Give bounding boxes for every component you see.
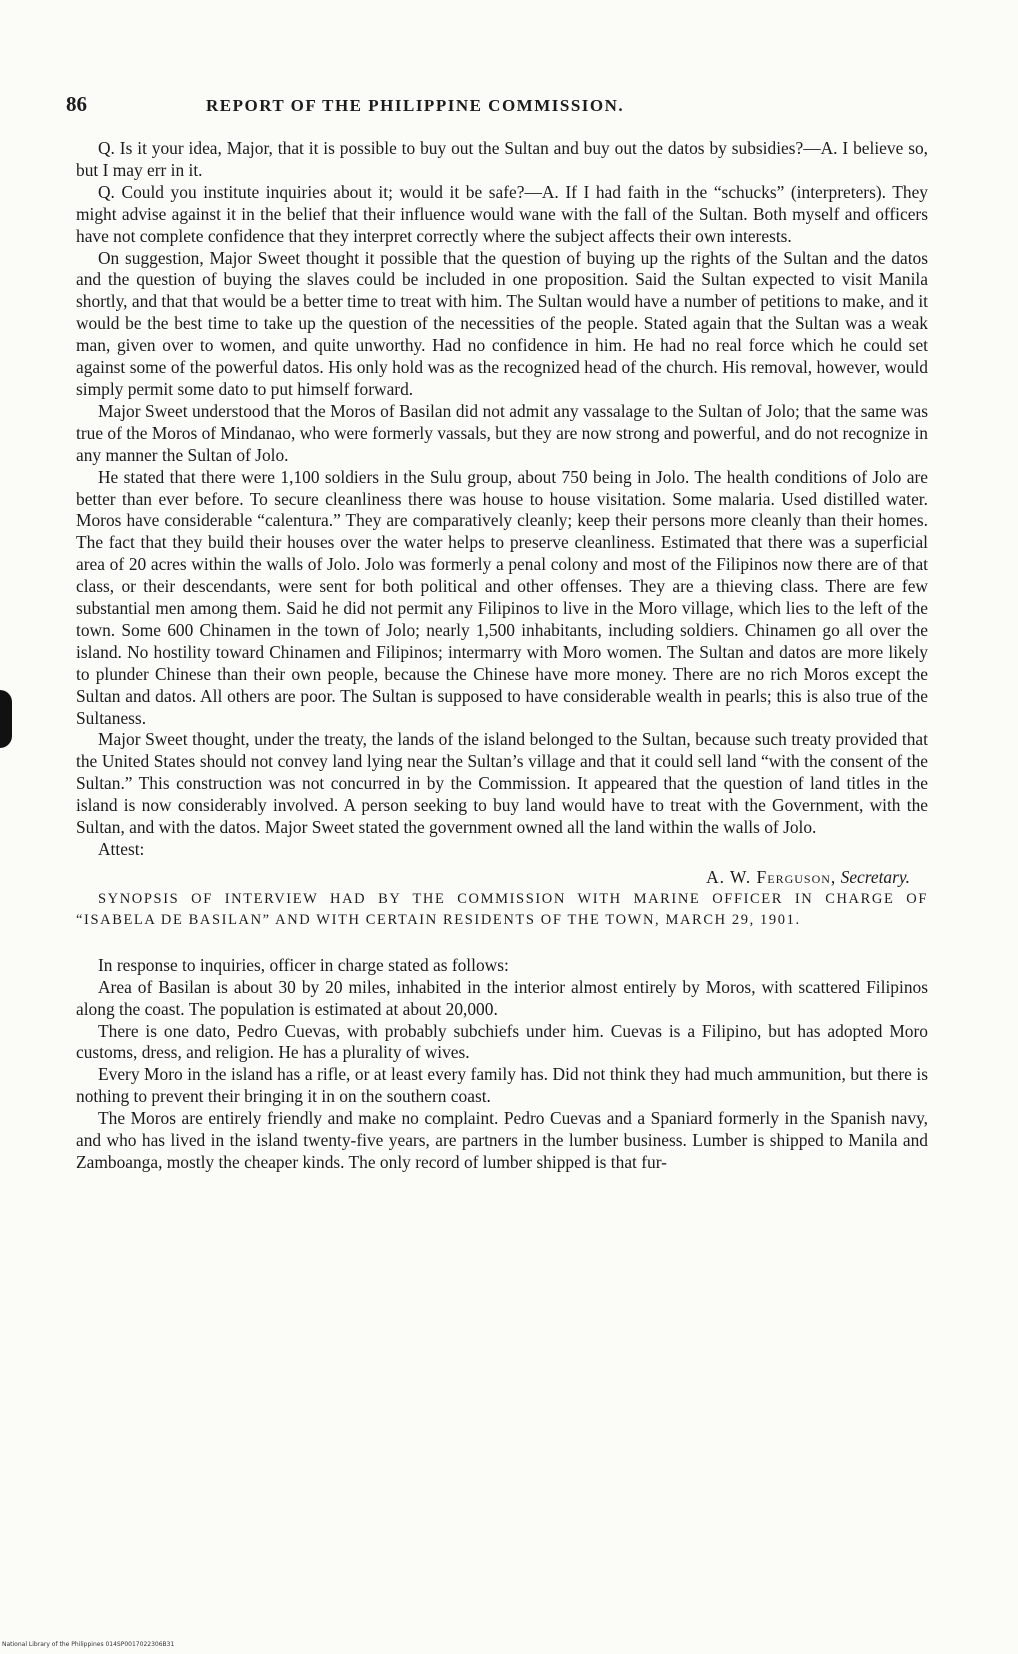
paragraph: Area of Basilan is about 30 by 20 miles, inhabited in the interior almost entirely by Moros, with scattered Filipinos along the coast. The population is estimated at about 20,000. xyxy=(76,976,928,1019)
synopsis-heading: SYNOPSIS OF INTERVIEW HAD BY THE COMMISSION WITH MARINE OFFICER IN CHARGE OF “ISABELA DE BASILAN” AND WITH CERTAIN RESIDENTS OF THE TOWN, MARCH 29, 1901. xyxy=(76,890,928,928)
paragraph: The Moros are entirely friendly and make no complaint. Pedro Cuevas and a Spaniard formerly in the Spanish navy, and who has lived in the island twenty-five years, are partners in the lumber business. Lumber is shipped to Manila and Zamboanga, mostly the cheaper kinds. The only record of lumber shipped is that fur- xyxy=(76,1108,928,1172)
body-text xyxy=(76,138,928,1174)
paragraph: In response to inquiries, officer in charge stated as follows: xyxy=(98,954,509,975)
scan-footer: National Library of the Philippines 014SP0017022306B31 xyxy=(2,1641,175,1648)
page-number: 86 xyxy=(66,92,87,116)
page-header xyxy=(66,92,942,117)
paragraph: Major Sweet thought, under the treaty, the lands of the island belonged to the Sultan, because such treaty provided that the United States should not convey land lying near the Sultan’s village and that it could sell land “with the consent of the Sultan.” This construction was not concurred in by the Commission. It appeared that the question of land titles in the island is now considerably involved. A person seeking to buy land would have to treat with the Government, with the Sultan, and with the datos. Major Sweet stated the government owned all the land within the walls of Jolo. xyxy=(76,729,928,838)
paragraph: Q. Is it your idea, Major, that it is possible to buy out the Sultan and buy out the datos by subsidies?—A. I believe so, but I may err in it. xyxy=(76,138,928,180)
scan-ink-mark xyxy=(0,690,12,748)
paragraph: Major Sweet understood that the Moros of Basilan did not admit any vassalage to the Sultan of Jolo; that the same was true of the Moros of Mindanao, who were formerly vassals, but they are now strong and powerful, and do not recognize in any manner the Sultan of Jolo. xyxy=(76,400,928,465)
paragraph: Q. Could you institute inquiries about it; would it be safe?—A. If I had faith in the “schucks” (interpreters). They might advise against it in the belief that their influence would wane with the fall of the Sultan. Both myself and officers have not complete confidence that they interpret correctly where the subject affects their own interests. xyxy=(76,181,928,246)
signature-title: Secretary. xyxy=(840,866,910,887)
signature xyxy=(76,867,910,889)
paragraph: He stated that there were 1,100 soldiers in the Sulu group, about 750 being in Jolo. The health conditions of Jolo are better than ever before. To secure cleanliness there was house to house visitation. Some malaria. Used distilled water. Moros have considerable “calentura.” They are comparatively cleanly; keep their persons more cleanly than their homes. The fact that they build their houses over the water helps to preserve cleanliness. Estimated that there was a superficial area of 20 acres within the walls of Jolo. Jolo was formerly a penal colony and most of the Filipinos now there are of that class, or their descendants, were sent for both political and other offenses. They are a thieving class. There are few substantial men among them. Said he did not permit any Filipinos to live in the Moro village, which lies to the left of the town. Some 600 Chinamen in the town of Jolo; nearly 1,500 inhabitants, including soldiers. Chinamen go all over the island. No hostility toward Chinamen and Filipinos; intermarry with Moro women. The Sultan and datos are more likely to plunder Chinese than their own people, because the Chinese have more money. There are no rich Moros except the Sultan and datos. All others are poor. The Sultan is supposed to have considerable wealth in pearls; this is also true of the Sultaness. xyxy=(76,466,928,728)
paragraph: There is one dato, Pedro Cuevas, with probably subchiefs under him. Cuevas is a Filipino, but has adopted Moro customs, dress, and religion. He has a plurality of wives. xyxy=(76,1020,928,1063)
signature-name: A. W. Ferguson, xyxy=(706,866,837,887)
attest-line: Attest: xyxy=(98,839,145,859)
paragraph: On suggestion, Major Sweet thought it possible that the question of buying up the rights of the Sultan and the datos and the question of buying the slaves could be included in one proposition. Said the Sultan expected to visit Manila shortly, and that that would be a better time to treat with him. The Sultan would have a number of petitions to make, and it would be the best time to take up the question of the necessities of the people. Stated again that the Sultan was a weak man, given over to women, and quite unworthy. Had no confidence in him. He had no real force which he could set against some of the powerful datos. His only hold was as the recognized head of the church. His removal, however, would simply permit some dato to put himself forward. xyxy=(76,247,928,399)
paragraph: Every Moro in the island has a rifle, or at least every family has. Did not think they had much ammunition, but there is nothing to prevent their bringing it in on the southern coast. xyxy=(76,1064,928,1107)
running-title: REPORT OF THE PHILIPPINE COMMISSION. xyxy=(206,96,625,115)
